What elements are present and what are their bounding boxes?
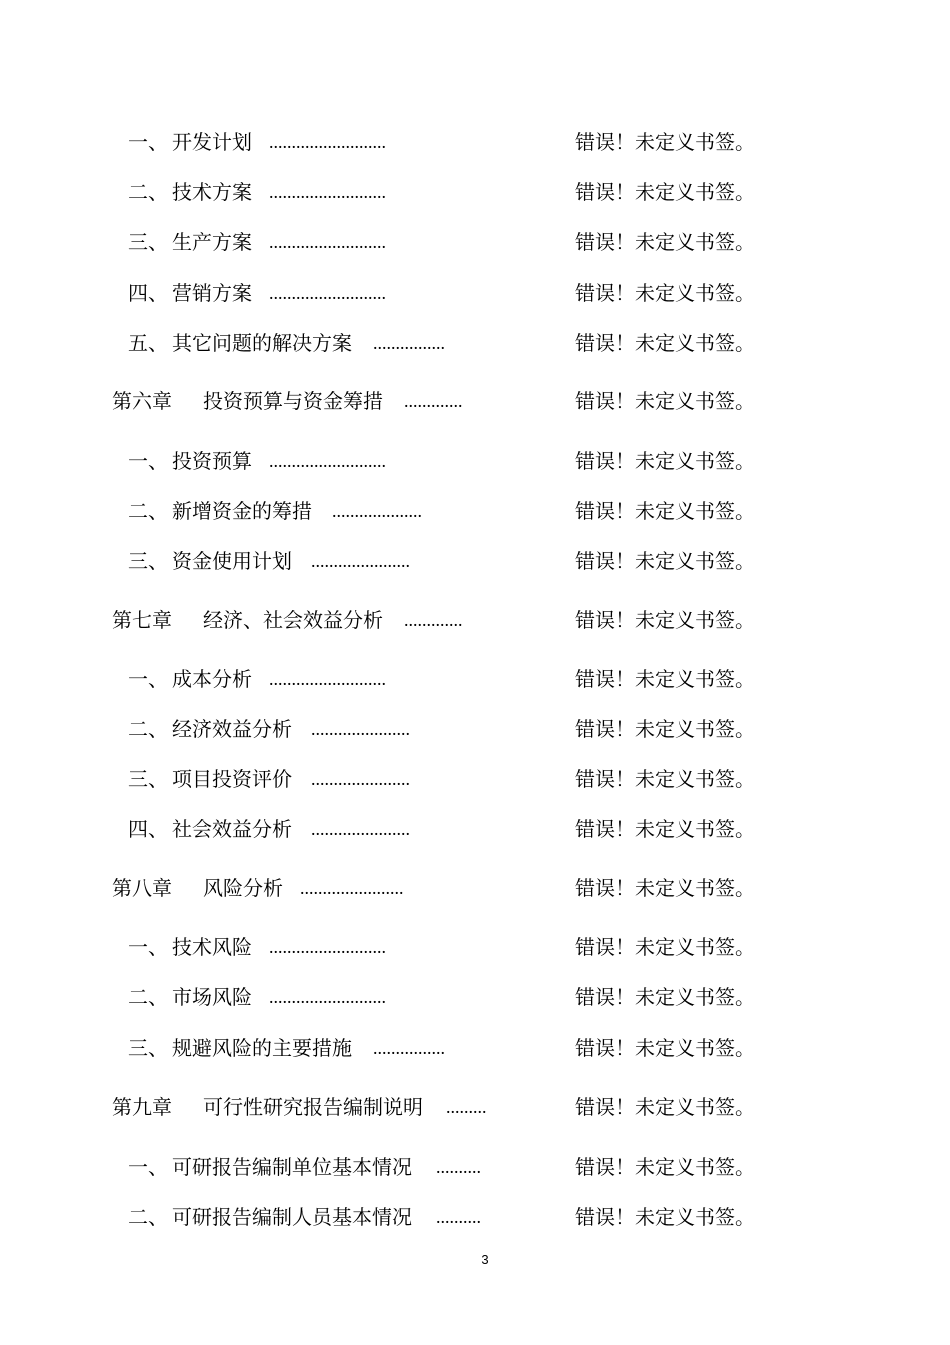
toc-section-entry[interactable]: [0, 1152, 950, 1182]
toc-leader-dots: ......................: [311, 551, 410, 571]
toc-page-reference: 错误！未定义书签。: [575, 1095, 755, 1119]
toc-entry-number: 一、: [128, 449, 168, 473]
toc-section-entry[interactable]: [0, 278, 950, 308]
toc-entry-number: 一、: [128, 935, 168, 959]
toc-leader-dots: ..........: [436, 1157, 481, 1177]
toc-section-entry[interactable]: [0, 664, 950, 694]
toc-page-reference: 错误！未定义书签。: [575, 389, 755, 413]
toc-leader-dots: ..........................: [269, 182, 386, 202]
toc-section-entry[interactable]: [0, 982, 950, 1012]
toc-page-reference: 错误！未定义书签。: [575, 935, 755, 959]
toc-page-reference: 错误！未定义书签。: [575, 667, 755, 691]
toc-page-reference: 错误！未定义书签。: [575, 767, 755, 791]
toc-entry-title: 其它问题的解决方案: [172, 331, 352, 355]
toc-page-reference: 错误！未定义书签。: [575, 449, 755, 473]
toc-entry-title: 可研报告编制人员基本情况: [172, 1205, 412, 1229]
toc-leader-dots: ..........................: [269, 132, 386, 152]
toc-section-entry[interactable]: [0, 127, 950, 157]
toc-page-reference: 错误！未定义书签。: [575, 608, 755, 632]
toc-entry-title: 可研报告编制单位基本情况: [172, 1155, 412, 1179]
toc-leader-dots: ......................: [311, 819, 410, 839]
toc-page-reference: 错误！未定义书签。: [575, 230, 755, 254]
toc-page-reference: 错误！未定义书签。: [575, 1205, 755, 1229]
toc-leader-dots: .............: [404, 391, 463, 411]
toc-section-entry[interactable]: [0, 546, 950, 576]
toc-entry-number: 三、: [128, 1036, 168, 1060]
toc-page-reference: 错误！未定义书签。: [575, 985, 755, 1009]
toc-chapter-entry[interactable]: [0, 1092, 950, 1122]
toc-entry-title: 资金使用计划: [172, 549, 292, 573]
toc-page-reference: 错误！未定义书签。: [575, 281, 755, 305]
toc-entry-number: 一、: [128, 1155, 168, 1179]
toc-entry-number: 二、: [128, 180, 168, 204]
toc-entry-title: 社会效益分析: [172, 817, 292, 841]
toc-entry-title: 开发计划: [172, 130, 252, 154]
toc-leader-dots: ..........................: [269, 669, 386, 689]
toc-section-entry[interactable]: [0, 328, 950, 358]
toc-entry-title: 经济效益分析: [172, 717, 292, 741]
toc-leader-dots: ......................: [311, 719, 410, 739]
toc-leader-dots: ..........................: [269, 937, 386, 957]
toc-section-entry[interactable]: [0, 714, 950, 744]
toc-entry-number: 第六章: [112, 389, 172, 413]
toc-entry-number: 四、: [128, 281, 168, 305]
toc-page-reference: 错误！未定义书签。: [575, 817, 755, 841]
toc-entry-number: 二、: [128, 1205, 168, 1229]
toc-leader-dots: ..........................: [269, 451, 386, 471]
toc-entry-number: 三、: [128, 230, 168, 254]
toc-section-entry[interactable]: [0, 814, 950, 844]
toc-entry-number: 一、: [128, 130, 168, 154]
toc-chapter-entry[interactable]: [0, 605, 950, 635]
toc-section-entry[interactable]: [0, 1033, 950, 1063]
toc-entry-title: 技术方案: [172, 180, 252, 204]
toc-entry-number: 二、: [128, 985, 168, 1009]
toc-entry-title: 规避风险的主要措施: [172, 1036, 352, 1060]
toc-entry-number: 四、: [128, 817, 168, 841]
toc-entry-title: 可行性研究报告编制说明: [203, 1095, 423, 1119]
toc-entry-number: 第七章: [112, 608, 172, 632]
toc-entry-title: 经济、社会效益分析: [203, 608, 383, 632]
toc-section-entry[interactable]: [0, 177, 950, 207]
toc-entry-title: 生产方案: [172, 230, 252, 254]
toc-entry-number: 五、: [128, 331, 168, 355]
toc-entry-title: 成本分析: [172, 667, 252, 691]
toc-section-entry[interactable]: [0, 227, 950, 257]
toc-page-reference: 错误！未定义书签。: [575, 331, 755, 355]
toc-leader-dots: ......................: [311, 769, 410, 789]
toc-page-reference: 错误！未定义书签。: [575, 1155, 755, 1179]
toc-section-entry[interactable]: [0, 764, 950, 794]
toc-leader-dots: ..........................: [269, 283, 386, 303]
toc-entry-title: 投资预算: [172, 449, 252, 473]
toc-leader-dots: ..........................: [269, 232, 386, 252]
toc-page-reference: 错误！未定义书签。: [575, 499, 755, 523]
toc-leader-dots: .........: [446, 1097, 487, 1117]
toc-entry-title: 新增资金的筹措: [172, 499, 312, 523]
page-number: 3: [481, 1252, 489, 1267]
toc-leader-dots: ................: [373, 1038, 445, 1058]
toc-leader-dots: .......................: [300, 878, 404, 898]
toc-page-reference: 错误！未定义书签。: [575, 1036, 755, 1060]
toc-entry-number: 二、: [128, 717, 168, 741]
toc-chapter-entry[interactable]: [0, 873, 950, 903]
toc-leader-dots: ................: [373, 333, 445, 353]
toc-entry-title: 技术风险: [172, 935, 252, 959]
toc-entry-title: 项目投资评价: [172, 767, 292, 791]
toc-entry-number: 三、: [128, 767, 168, 791]
toc-section-entry[interactable]: [0, 1202, 950, 1232]
toc-page-reference: 错误！未定义书签。: [575, 876, 755, 900]
toc-section-entry[interactable]: [0, 932, 950, 962]
toc-entry-number: 三、: [128, 549, 168, 573]
toc-chapter-entry[interactable]: [0, 386, 950, 416]
toc-page-reference: 错误！未定义书签。: [575, 180, 755, 204]
toc-page-reference: 错误！未定义书签。: [575, 549, 755, 573]
toc-entry-number: 二、: [128, 499, 168, 523]
toc-section-entry[interactable]: [0, 496, 950, 526]
toc-entry-title: 风险分析: [203, 876, 283, 900]
toc-leader-dots: ....................: [332, 501, 422, 521]
toc-entry-title: 营销方案: [172, 281, 252, 305]
toc-leader-dots: ..........: [436, 1207, 481, 1227]
toc-entry-title: 投资预算与资金筹措: [203, 389, 383, 413]
toc-leader-dots: ..........................: [269, 987, 386, 1007]
toc-leader-dots: .............: [404, 610, 463, 630]
toc-section-entry[interactable]: [0, 446, 950, 476]
toc-entry-number: 第九章: [112, 1095, 172, 1119]
toc-entry-title: 市场风险: [172, 985, 252, 1009]
toc-entry-number: 一、: [128, 667, 168, 691]
toc-entry-number: 第八章: [112, 876, 172, 900]
toc-page-reference: 错误！未定义书签。: [575, 130, 755, 154]
toc-page-reference: 错误！未定义书签。: [575, 717, 755, 741]
